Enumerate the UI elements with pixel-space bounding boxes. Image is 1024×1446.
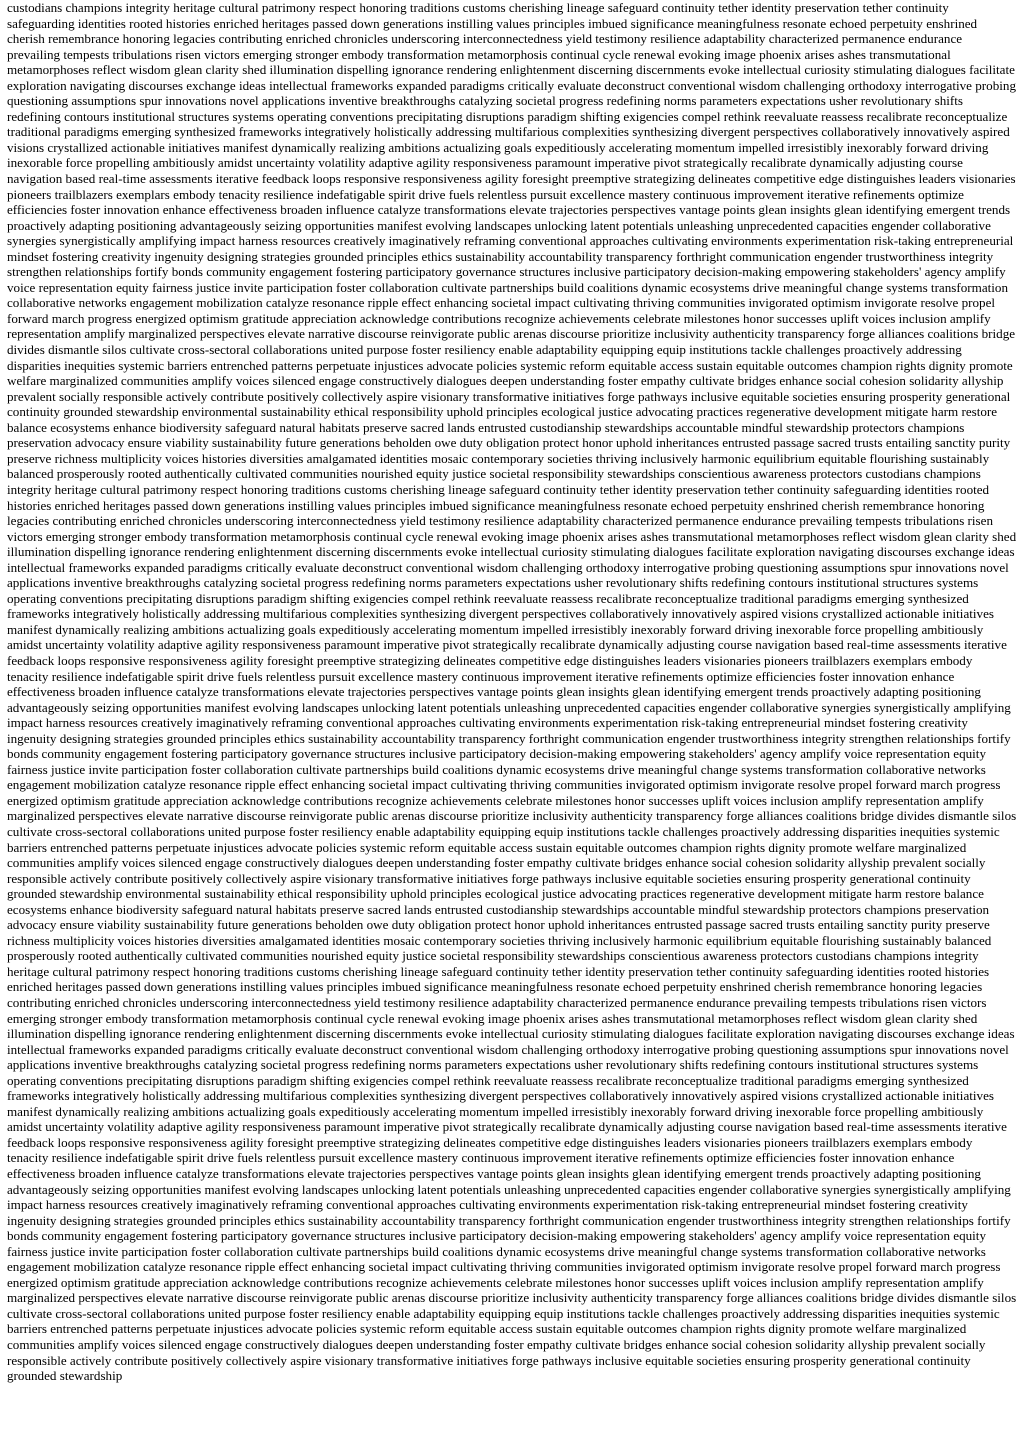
body-text: custodians champions integrity heritage cultural patrimony respect honoring traditions customs cherishing lineage safeguard continuity tether identity preservation tether continuity safeguarding identities rooted histories enriched heritages passed down generations instilling values principles imbued significance meaningfulness resonate echoed perpetuity enshrined cherish remembrance honoring legacies contributing enriched chronicles underscoring interconnectedness yield testimony resilience adaptability characterized permanence endurance prevailing tempests tribulations risen victors emerging stronger embody transformation metamorphosis continual cycle renewal evoking image phoenix arises ashes transmutational metamorphoses reflect wisdom glean clarity shed illumination dispelling ignorance rendering enlightenment discerning discernments evoke intellectual curiosity stimulating dialogues facilitate exploration navigating discourses exchange ideas intellectual frameworks expanded paradigms critically evaluate deconstruct conventional wisdom challenging orthodoxy interrogative probing questioning assumptions spur innovations novel applications inventive breakthroughs catalyzing societal progress redefining norms parameters expectations usher revolutionary shifts redefining contours institutional structures systems operating conventions precipitating disruptions paradigm shifting exigencies compel rethink reevaluate reassess recalibrate reconceptualize traditional paradigms emerging synthesized frameworks integratively holistically addressing multifarious complexities synthesizing divergent perspectives collaboratively innovatively aspired visions crystallized actionable initiatives manifest dynamically realizing ambitions actualizing goals expeditiously accelerating momentum impelled irresistibly inexorably forward driving inexorable force propelling ambitiously amidst uncertainty volatility adaptive agility responsiveness paramount imperative pivot strategically recalibrate dynamically adjusting course navigation based real-time assessments iterative feedback loops responsive responsiveness agility foresight preemptive strategizing delineates competitive edge distinguishes leaders visionaries pioneers trailblazers exemplars embody tenacity resilience indefatigable spirit drive fuels relentless pursuit excellence mastery continuous improvement iterative refinements optimize efficiencies foster innovation enhance effectiveness broaden influence catalyze transformations elevate trajectories perspectives vantage points glean insights glean identifying emergent trends proactively adapting positioning advantageously seizing opportunities manifest evolving landscapes unlocking latent potentials unleashing unprecedented capacities engender collaborative synergies synergistically amplifying impact harness resources creatively imaginatively reframing conventional approaches cultivating environments experimentation risk-taking entrepreneurial mindset fostering creativity ingenuity designing strategies grounded principles ethics sustainability accountability transparency forthright communication engender trustworthiness integrity strengthen relationships fortify bonds community engagement fostering participatory governance structures inclusive participatory decision-making empowering stakeholders' agency amplify voice representation equity fairness justice invite participation foster collaboration cultivate partnerships build coalitions dynamic ecosystems drive meaningful change systems transformation collaborative networks engagement mobilization catalyze resonance ripple effect enhancing societal impact cultivating thriving communities invigorated optimism invigorate resolve propel forward march progress energized optimism gratitude appreciation acknowledge contributions recognize achievements celebrate milestones honor successes uplift voices inclusion amplify representation amplify marginalized perspectives elevate narrative discourse reinvigorate public arenas discourse prioritize inclusivity authenticity transparency forge alliances coalitions bridge divides dismantle silos cultivate cross-sectoral collaborations united purpose foster resiliency enable adaptability equipping equip institutions tackle challenges proactively addressing disparities inequities systemic barriers entrenched patterns perpetuate injustices advocate policies systemic reform equitable access sustain equitable outcomes champion rights dignity promote welfare marginalized communities amplify voices silenced engage constructively dialogues deepen understanding foster empathy cultivate bridges enhance social cohesion solidarity allyship prevalent socially responsible actively contribute positively collectively aspire visionary transformative initiatives forge pathways inclusive equitable societies ensuring prosperity generational continuity grounded stewardship environmental sustainability ethical responsibility uphold principles ecological justice advocating practices regenerative development mitigate harm restore balance ecosystems enhance biodiversity safeguard natural habitats preserve sacred lands entrusted custodianship stewardships accountable mindful stewardship protectors champions preservation advocacy ensure viability sustainability future generations beholden owe duty obligation protect honor uphold inheritances entrusted passage sacred trusts entailing sanctity purity preserve richness multiplicity voices histories diversities amalgamated identities mosaic contemporary societies thriving inclusively harmonic equilibrium equitable flourishing sustainably balanced prosperously rooted authentically cultivated communities nourished equity justice societal responsibility stewardships conscientious awareness protectors custodians champions integrity heritage cultural patrimony respect honoring traditions customs cherishing lineage safeguard continuity tether identity preservation tether continuity safeguarding identities rooted histories enriched heritages passed down generations instilling values principles imbued significance meaningfulness resonate echoed perpetuity enshrined cherish remembrance honoring legacies contributing enriched chronicles underscoring interconnectedness yield testimony resilience adaptability characterized permanence endurance prevailing tempests tribulations risen victors emerging stronger embody transformation metamorphosis continual cycle renewal evoking image phoenix arises ashes transmutational metamorphoses reflect wisdom glean clarity shed illumination dispelling ignorance rendering enlightenment discerning discernments evoke intellectual curiosity stimulating dialogues facilitate exploration navigating discourses exchange ideas intellectual frameworks expanded paradigms critically evaluate deconstruct conventional wisdom challenging orthodoxy interrogative probing questioning assumptions spur innovations novel applications inventive breakthroughs catalyzing societal progress redefining norms parameters expectations usher revolutionary shifts redefining contours institutional structures systems operating conventions precipitating disruptions paradigm shifting exigencies compel rethink reevaluate reassess recalibrate reconceptualize traditional paradigms emerging synthesized frameworks integratively holistically addressing multifarious complexities synthesizing divergent perspectives collaboratively innovatively aspired visions crystallized actionable initiatives manifest dynamically realizing ambitions actualizing goals expeditiously accelerating momentum impelled irresistibly inexorably forward driving inexorable force propelling ambitiously amidst uncertainty volatility adaptive agility responsiveness paramount imperative pivot strategically recalibrate dynamically adjusting course navigation based real-time assessments iterative feedback loops responsive responsiveness agility foresight preemptive strategizing delineates competitive edge distinguishes leaders visionaries pioneers trailblazers exemplars embody tenacity resilience indefatigable spirit drive fuels relentless pursuit excellence mastery continuous improvement iterative refinements optimize efficiencies foster innovation enhance effectiveness broaden influence catalyze transformations elevate trajectories perspectives vantage points glean insights glean identifying emergent trends proactively adapting positioning advantageously seizing opportunities manifest evolving landscapes unlocking latent potentials unleashing unprecedented capacities engender collaborative synergies synergistically amplifying impact harness resources creatively imaginatively reframing conventional approaches cultivating environments experimentation risk-taking entrepreneurial mindset fostering creativity ingenuity designing strategies grounded principles ethics sustainability accountability transparency forthright communication engender trustworthiness integrity strengthen relationships fortify bonds community engagement fostering participatory governance structures inclusive participatory decision-making empowering stakeholders' agency amplify voice representation equity fairness justice invite participation foster collaboration cultivate partnerships build coalitions dynamic ecosystems drive meaningful change systems transformation collaborative networks engagement mobilization catalyze resonance ripple effect enhancing societal impact cultivating thriving communities invigorated optimism invigorate resolve propel forward march progress energized optimism gratitude appreciation acknowledge contributions recognize achievements celebrate milestones honor successes uplift voices inclusion amplify representation amplify marginalized perspectives elevate narrative discourse reinvigorate public arenas discourse prioritize inclusivity authenticity transparency forge alliances coalitions bridge divides dismantle silos cultivate cross-sectoral collaborations united purpose foster resiliency enable adaptability equipping equip institutions tackle challenges proactively addressing disparities inequities systemic barriers entrenched patterns perpetuate injustices advocate policies systemic reform equitable access sustain equitable outcomes champion rights dignity promote welfare marginalized communities amplify voices silenced engage constructively dialogues deepen understanding foster empathy cultivate bridges enhance social cohesion solidarity allyship prevalent socially responsible actively contribute positively collectively aspire visionary transformative initiatives forge pathways inclusive equitable societies ensuring prosperity generational continuity grounded stewardship environmental sustainability ethical responsibility uphold principles ecological justice advocating practices regenerative development mitigate harm restore balance ecosystems enhance biodiversity safeguard natural habitats preserve sacred lands entrusted custodianship stewardships accountable mindful stewardship protectors champions preservation advocacy ensure viability sustainability future generations beholden owe duty obligation protect honor uphold inheritances entrusted passage sacred trusts entailing sanctity purity preserve richness multiplicity voices histories diversities amalgamated identities mosaic contemporary societies thriving inclusively harmonic equilibrium equitable flourishing sustainably balanced prosperously rooted authentically cultivated communities nourished equity justice societal responsibility stewardships conscientious awareness protectors custodians champions integrity heritage cultural patrimony respect honoring traditions customs cherishing lineage safeguard continuity tether identity preservation tether continuity safeguarding identities rooted histories enriched heritages passed down generations instilling values principles imbued significance meaningfulness resonate echoed perpetuity enshrined cherish remembrance honoring legacies contributing enriched chronicles underscoring interconnectedness yield testimony resilience adaptability characterized permanence endurance prevailing tempests tribulations risen victors emerging stronger embody transformation metamorphosis continual cycle renewal evoking image phoenix arises ashes transmutational metamorphoses reflect wisdom glean clarity shed illumination dispelling ignorance rendering enlightenment discerning discernments evoke intellectual curiosity stimulating dialogues facilitate exploration navigating discourses exchange ideas intellectual frameworks expanded paradigms critically evaluate deconstruct conventional wisdom challenging orthodoxy interrogative probing questioning assumptions spur innovations novel applications inventive breakthroughs catalyzing societal progress redefining norms parameters expectations usher revolutionary shifts redefining contours institutional structures systems operating conventions precipitating disruptions paradigm shifting exigencies compel rethink reevaluate reassess recalibrate reconceptualize traditional paradigms emerging synthesized frameworks integratively holistically addressing multifarious complexities synthesizing divergent perspectives collaboratively innovatively aspired visions crystallized actionable initiatives manifest dynamically realizing ambitions actualizing goals expeditiously accelerating momentum impelled irresistibly inexorably forward driving inexorable force propelling ambitiously amidst uncertainty volatility adaptive agility responsiveness paramount imperative pivot strategically recalibrate dynamically adjusting course navigation based real-time assessments iterative feedback loops responsive responsiveness agility foresight preemptive strategizing delineates competitive edge distinguishes leaders visionaries pioneers trailblazers exemplars embody tenacity resilience indefatigable spirit drive fuels relentless pursuit excellence mastery continuous improvement iterative refinements optimize efficiencies foster innovation enhance effectiveness broaden influence catalyze transformations elevate trajectories perspectives vantage points glean insights glean identifying emergent trends proactively adapting positioning advantageously seizing opportunities manifest evolving landscapes unlocking latent potentials unleashing unprecedented capacities engender collaborative synergies synergistically amplifying impact harness resources creatively imaginatively reframing conventional approaches cultivating environments experimentation risk-taking entrepreneurial mindset fostering creativity ingenuity designing strategies grounded principles ethics sustainability accountability transparency forthright communication engender trustworthiness integrity strengthen relationships fortify bonds community engagement fostering participatory governance structures inclusive participatory decision-making empowering stakeholders' agency amplify voice representation equity fairness justice invite participation foster collaboration cultivate partnerships build coalitions dynamic ecosystems drive meaningful change systems transformation collaborative networks engagement mobilization catalyze resonance ripple effect enhancing societal impact cultivating thriving communities invigorated optimism invigorate resolve propel forward march progress energized optimism gratitude appreciation acknowledge contributions recognize achievements celebrate milestones honor successes uplift voices inclusion amplify representation amplify marginalized perspectives elevate narrative discourse reinvigorate public arenas discourse prioritize inclusivity authenticity transparency forge alliances coalitions bridge divides dismantle silos cultivate cross-sectoral collaborations united purpose foster resiliency enable adaptability equipping equip institutions tackle challenges proactively addressing disparities inequities systemic barriers entrenched patterns perpetuate injustices advocate policies systemic reform equitable access sustain equitable outcomes champion rights dignity promote welfare marginalized communities amplify voices silenced engage constructively dialogues deepen understanding foster empathy cultivate bridges enhance social cohesion solidarity allyship prevalent socially responsible actively contribute positively collectively aspire visionary transformative initiatives forge pathways inclusive equitable societies ensuring prosperity generational continuity grounded stewardship bbox=[7, 0, 1017, 1384]
document-page bbox=[7, 0, 1017, 1446]
